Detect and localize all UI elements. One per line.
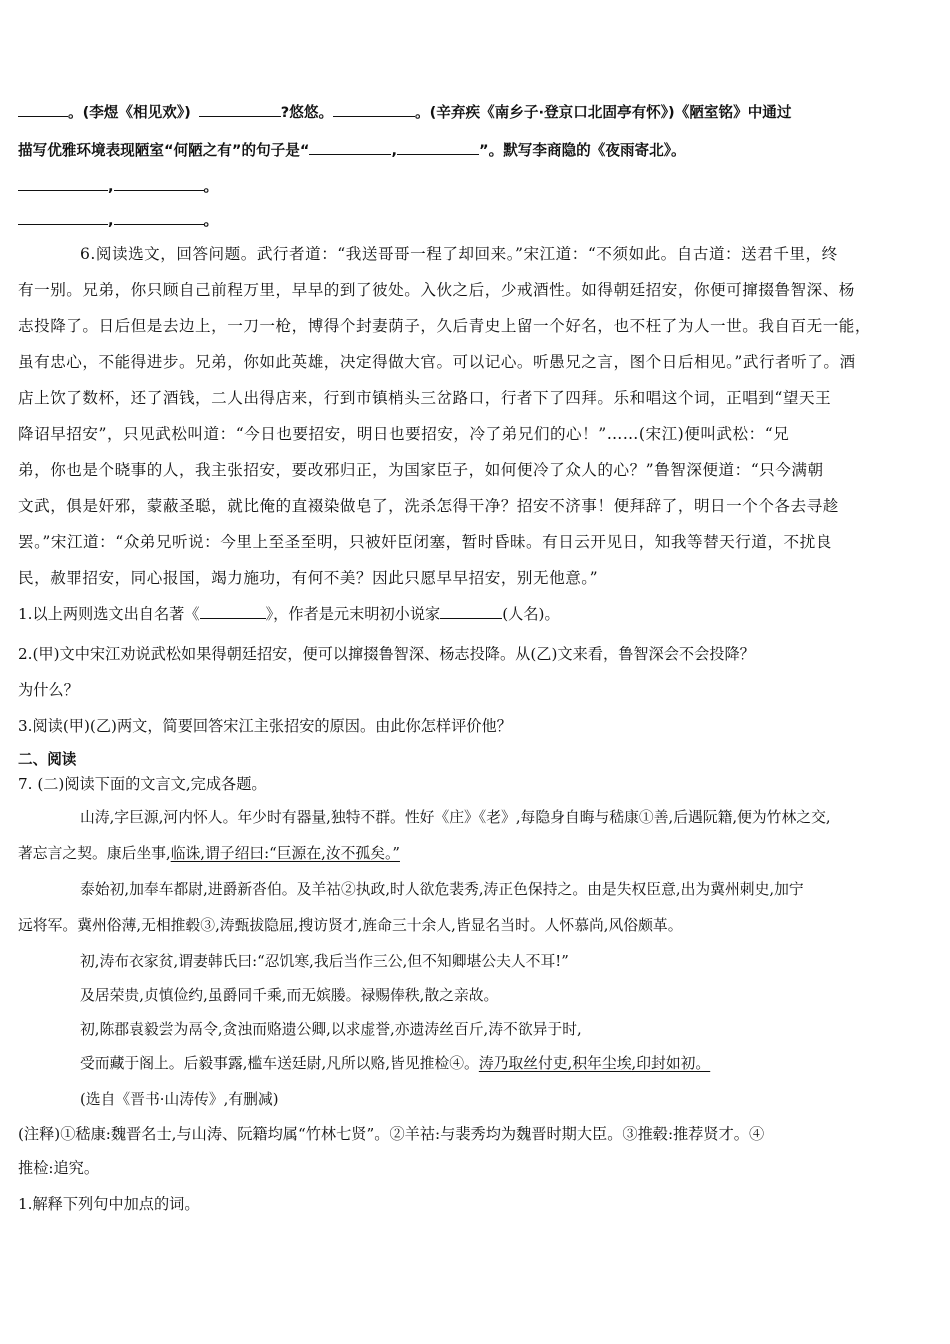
poetry-line-2: 描写优雅环境表现陋室“何陋之有”的句子是“ , ”。默写李商隐的《夜雨寄北》。 <box>18 139 932 162</box>
q6-line: 民，赦罪招安，同心报国，竭力施功，有何不美？因此只愿早早招安，别无他意。” <box>18 569 599 587</box>
answer-blank[interactable] <box>114 209 204 225</box>
classical-text-line: 初,陈郡袁毅尝为鬲令,贪浊而赂遗公卿,以求虚誉,亦遗涛丝百斤,涛不欲异于时, <box>80 1021 582 1038</box>
answer-blank[interactable] <box>199 101 281 117</box>
answer-blank[interactable] <box>440 603 502 619</box>
answer-blank[interactable] <box>114 175 204 191</box>
answer-blank[interactable] <box>18 101 68 117</box>
q6-sub-question-3: 3.阅读(甲)(乙)两文，简要回答宋江主张招安的原因。由此你怎样评价他？ <box>18 717 512 735</box>
q7-sub-question-1: 1.解释下列句中加点的词。 <box>18 1195 200 1213</box>
q7-intro: 7. (二)阅读下面的文言文,完成各题。 <box>18 775 267 793</box>
annotation-notes-cont: 推检:追究。 <box>18 1159 100 1177</box>
classical-text-line: 初,涛布衣家贫,谓妻韩氏曰:“忍饥寒,我后当作三公,但不知卿堪公夫人不耳!” <box>80 953 569 970</box>
classical-text-line: 受而藏于阁上。后毅事露,槛车送廷尉,凡所以赂,皆见推检④。涛乃取丝付吏,积年尘埃,印封如初。 <box>80 1055 711 1072</box>
q6-line: 志投降了。日后但是去边上，一刀一枪，博得个封妻荫子，久后青史上留一个好名，也不枉了为人一世。我自百无一能， <box>18 317 871 335</box>
q6-line: 弟，你也是个晓事的人，我主张招安，要改邪归正，为国家臣子，如何便冷了众人的心？”鲁智深便道：“只今满朝 <box>18 461 824 479</box>
underlined-sentence: 临诛,谓子绍曰:“巨源在,汝不孤矣。” <box>170 845 400 862</box>
q6-line: 有一别。兄弟，你只顾自己前程万里，早早的到了彼处。入伙之后，少戒酒性。如得朝廷招安，你便可撺掇鲁智深、杨 <box>18 281 855 299</box>
answer-blank[interactable] <box>333 101 415 117</box>
poetry-line-1: 。(李煜《相见欢》) ?悠悠。 。(辛弃疾《南乡子·登京口北固亭有怀》)《陋室铭》中通过 <box>18 101 932 124</box>
q6-line: 文武，俱是奸邪，蒙蔽圣聪，就比俺的直裰染做皂了，洗杀怎得干净？招安不济事！便拜辞了，明日一个个各去寻趁 <box>18 497 839 515</box>
source-citation: (选自《晋书·山涛传》,有删减) <box>80 1091 279 1108</box>
q6-sub-question-2-cont: 为什么？ <box>18 681 79 699</box>
answer-blank[interactable] <box>397 139 479 155</box>
classical-text-line: 泰始初,加奉车都尉,进爵新沓伯。及羊祜②执政,时人欲危裴秀,涛正色保持之。由是失权臣意,出为冀州刺史,加宁 <box>80 881 804 898</box>
answer-blank[interactable] <box>200 603 266 619</box>
answer-blank[interactable] <box>309 139 391 155</box>
q6-line: 降诏早招安”，只见武松叫道：“今日也要招安，明日也要招安，冷了弟兄们的心！”……(宋江)便叫武松：“兄 <box>18 425 790 443</box>
classical-text-line: 远将军。冀州俗薄,无相推毂③,涛甄拔隐屈,搜访贤才,旌命三十余人,皆显名当时。人怀慕尚,风俗颇革。 <box>18 917 683 934</box>
poetry-line-3: , 。 <box>18 175 932 198</box>
q6-line: 店上饮了数杯，还了酒钱，二人出得店来，行到市镇梢头三岔路口，行者下了四拜。乐和唱这个词，正唱到“望天王 <box>18 389 832 407</box>
q6-line: 虽有忠心，不能得进步。兄弟，你如此英雄，决定得做大官。可以记心。听愚兄之言，图个日后相见。”武行者听了。酒 <box>18 353 856 371</box>
q6-line: 6.阅读选文，回答问题。武行者道：“我送哥哥一程了却回来。”宋江道：“不须如此。自古道：送君千里，终 <box>80 245 838 263</box>
answer-blank[interactable] <box>18 175 108 191</box>
poetry-line-4: , 。 <box>18 209 932 232</box>
q6-sub-question-1: 1.以上两则选文出自名著《 》，作者是元末明初小说家 (人名)。 <box>18 605 560 623</box>
classical-text-line: 山涛,字巨源,河内怀人。年少时有器量,独特不群。性好《庄》《老》,每隐身自晦与嵇康①善,后遇阮籍,便为竹林之交, <box>80 809 831 826</box>
classical-text-line: 及居荣贵,贞慎俭约,虽爵同千乘,而无嫔媵。禄赐俸秩,散之亲故。 <box>80 987 499 1004</box>
section-heading: 二、阅读 <box>18 751 77 768</box>
underlined-sentence: 涛乃取丝付吏,积年尘埃,印封如初。 <box>478 1055 711 1072</box>
classical-text-line: 著忘言之契。康后坐事,临诛,谓子绍曰:“巨源在,汝不孤矣。” <box>18 845 400 862</box>
q6-sub-question-2: 2.(甲)文中宋江劝说武松如果得朝廷招安，便可以撺掇鲁智深、杨志投降。从(乙)文来看，鲁智深会不会投降？ <box>18 645 755 663</box>
q6-line: 罢。”宋江道：“众弟兄听说：今里上至圣至明，只被奸臣闭塞，暂时昏昧。有日云开见日，知我等替天行道，不扰良 <box>18 533 832 551</box>
annotation-notes: (注释)①嵇康:魏晋名士,与山涛、阮籍均属“竹林七贤”。②羊祜:与裴秀均为魏晋时期大臣。③推毂:推荐贤才。④ <box>18 1125 765 1143</box>
answer-blank[interactable] <box>18 209 108 225</box>
